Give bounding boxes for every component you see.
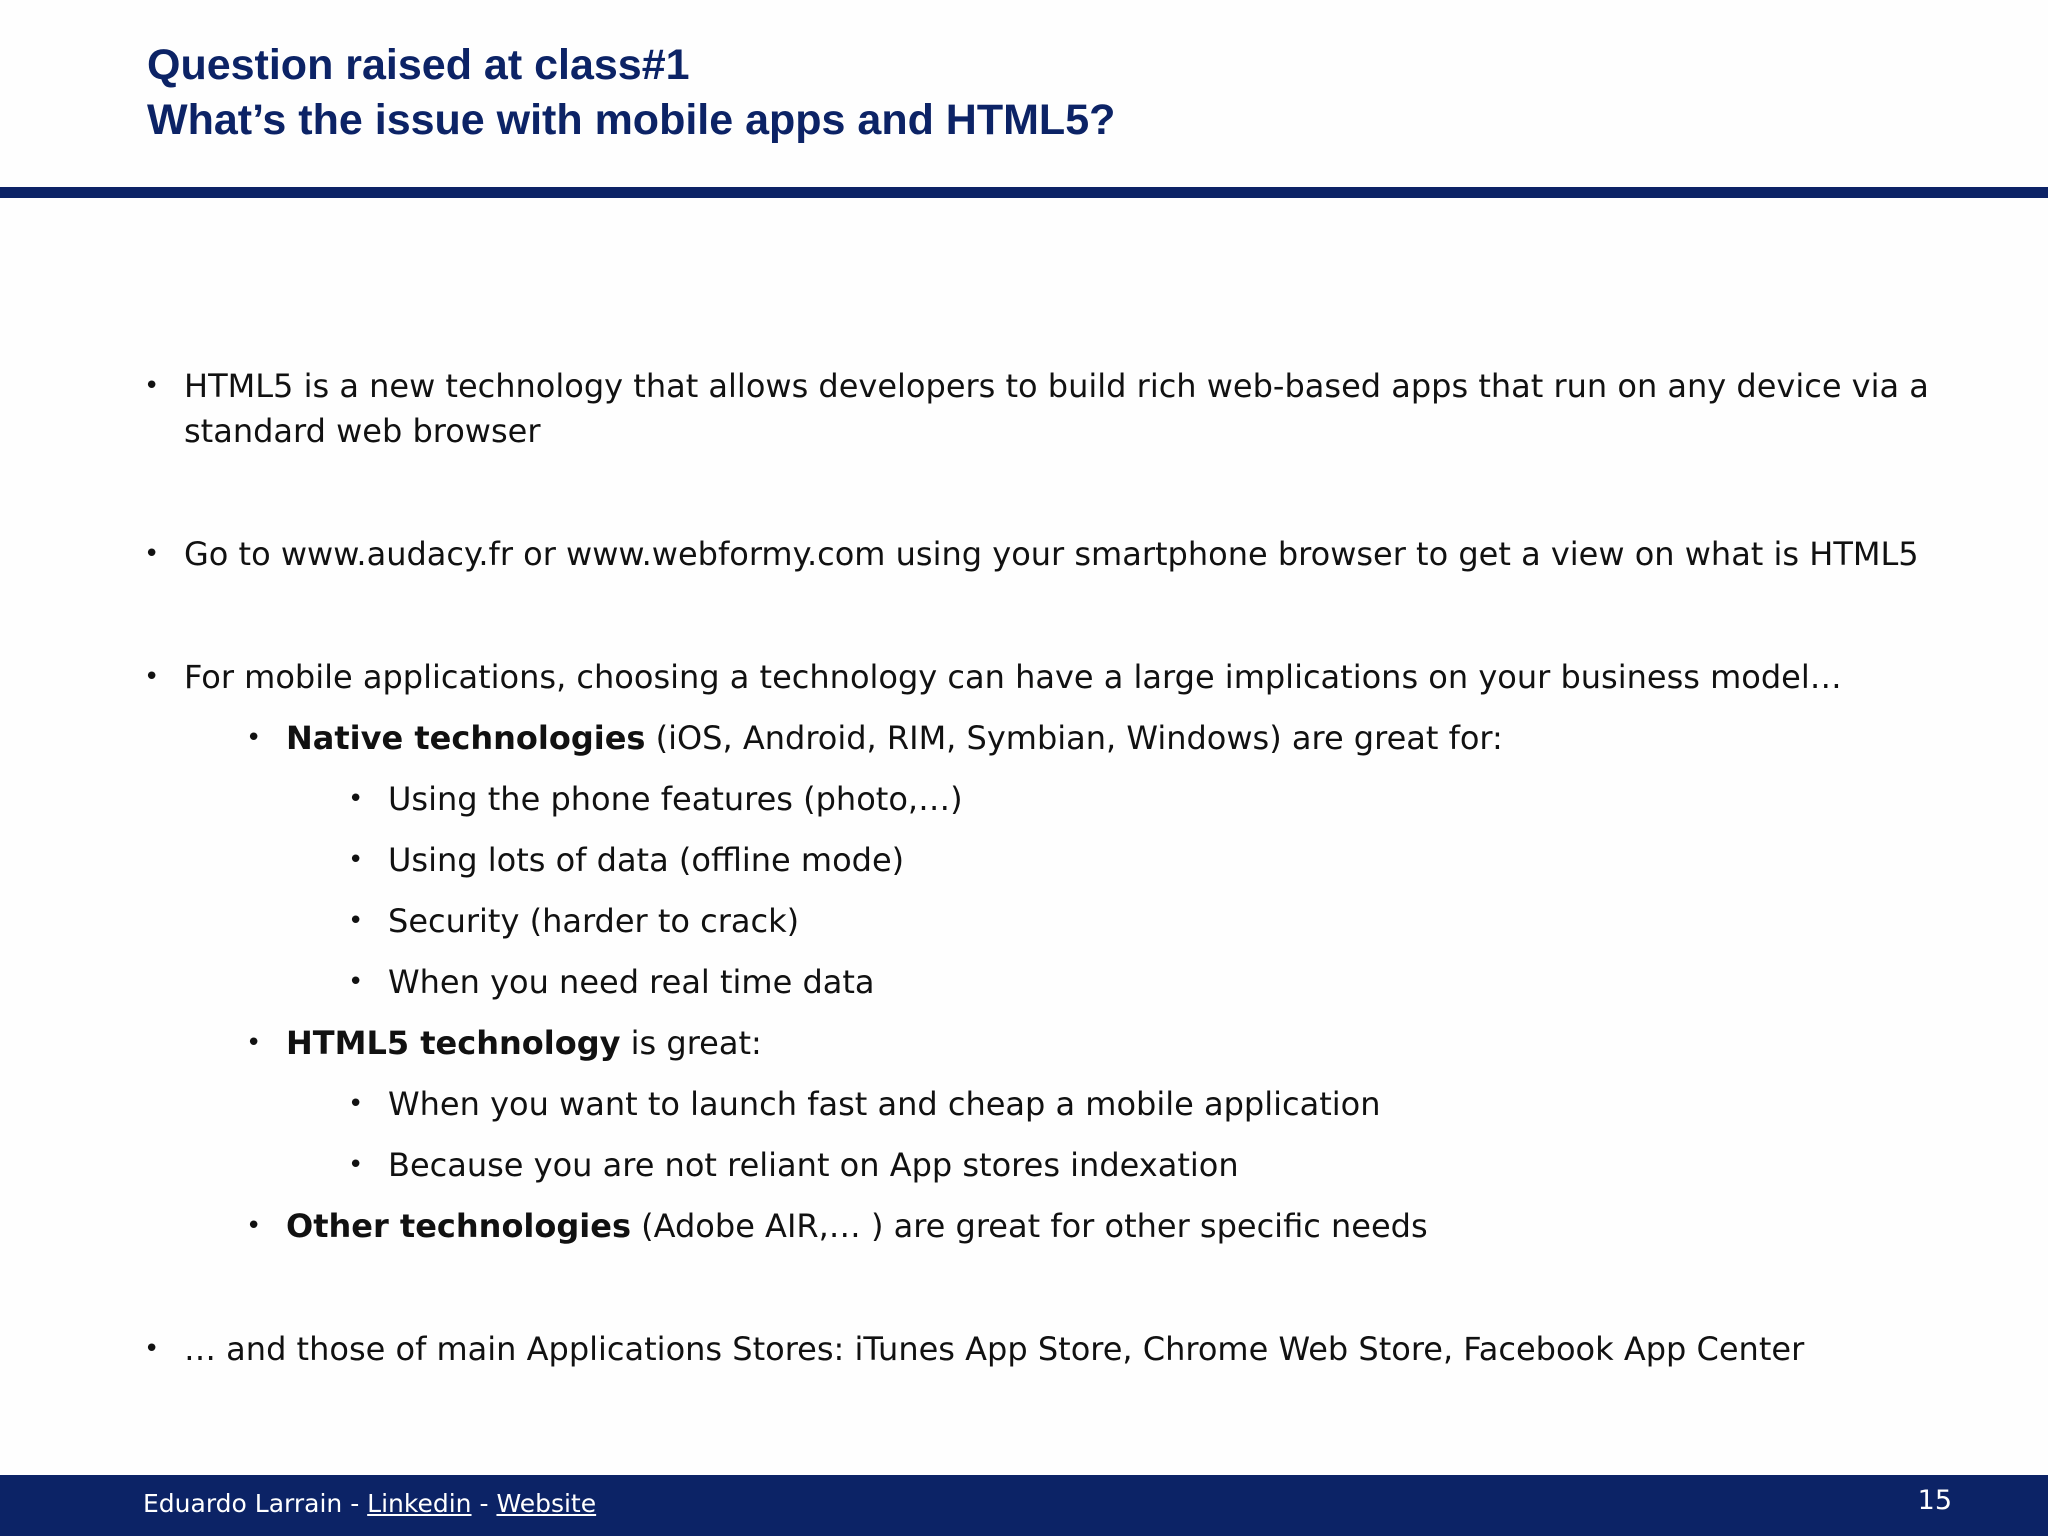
html5-text: is great:: [620, 1024, 762, 1062]
title-divider: [0, 187, 2048, 198]
bullet-icon: •: [348, 906, 364, 936]
footer-separator: -: [471, 1489, 497, 1518]
bullet-icon: •: [348, 1150, 364, 1180]
footer-bar: [0, 1475, 2048, 1536]
sub-bullet-native: [140, 716, 1960, 761]
bullet-icon: •: [144, 662, 160, 692]
sub-bullet-other: [140, 1204, 1960, 1249]
bullet-text: Security (harder to crack): [388, 902, 800, 940]
bullet-text: When you need real time data: [388, 963, 875, 1001]
bullet-icon: •: [348, 967, 364, 997]
bullet-text: Because you are not reliant on App stores indexation: [388, 1146, 1239, 1184]
title-line-1: Question raised at class#1: [147, 41, 690, 89]
bullet-text: … and those of main Applications Stores: iTunes App Store, Chrome Web Store, Facebook App Center: [184, 1330, 1805, 1368]
bullet-text: Using lots of data (offline mode): [388, 841, 905, 879]
native-text: (iOS, Android, RIM, Symbian, Windows) are great for:: [645, 719, 1503, 757]
html5-heading: HTML5 technology: [286, 1024, 621, 1062]
bullet-icon: •: [144, 1334, 160, 1364]
sub-sub-bullet: [140, 1143, 1960, 1188]
sub-sub-bullet: [140, 1082, 1960, 1127]
footer-credits: [143, 1489, 596, 1518]
bullet-icon: •: [246, 1211, 262, 1241]
other-text: (Adobe AIR,… ) are great for other specific needs: [631, 1207, 1428, 1245]
bullet-html5-definition: [140, 364, 1960, 454]
bullet-text: Using the phone features (photo,…): [388, 780, 963, 818]
bullet-list: [140, 364, 1960, 1372]
other-heading: Other technologies: [286, 1207, 631, 1245]
bullet-icon: •: [348, 845, 364, 875]
sub-sub-bullet: [140, 960, 1960, 1005]
bullet-text: Go to www.audacy.fr or www.webformy.com using your smartphone browser to get a view on what is HTML5: [184, 535, 1919, 573]
bullet-icon: •: [246, 723, 262, 753]
sub-bullet-html5: [140, 1021, 1960, 1066]
website-link[interactable]: Website: [496, 1489, 597, 1518]
native-heading: Native technologies: [286, 719, 646, 757]
bullet-text: When you want to launch fast and cheap a mobile application: [388, 1085, 1381, 1123]
bullet-icon: •: [348, 784, 364, 814]
bullet-text: For mobile applications, choosing a technology can have a large implications on your business model…: [184, 658, 1842, 696]
bullet-visit-sites: [140, 532, 1960, 577]
page-number: 15: [1917, 1485, 1952, 1516]
footer-author: Eduardo Larrain -: [143, 1489, 368, 1518]
sub-sub-bullet: [140, 899, 1960, 944]
linkedin-link[interactable]: Linkedin: [367, 1489, 472, 1518]
sub-sub-bullet: [140, 777, 1960, 822]
sub-sub-bullet: [140, 838, 1960, 883]
title-line-2: What’s the issue with mobile apps and HTML5?: [147, 96, 1116, 144]
bullet-icon: •: [246, 1028, 262, 1058]
bullet-icon: •: [144, 371, 160, 401]
bullet-icon: •: [348, 1089, 364, 1119]
bullet-text: HTML5 is a new technology that allows developers to build rich web-based apps that run on any device via a standard web browser: [184, 367, 1929, 450]
bullet-app-stores: [140, 1327, 1960, 1372]
bullet-icon: •: [144, 539, 160, 569]
slide-title: [147, 38, 1115, 148]
bullet-choosing-technology: [140, 655, 1960, 700]
